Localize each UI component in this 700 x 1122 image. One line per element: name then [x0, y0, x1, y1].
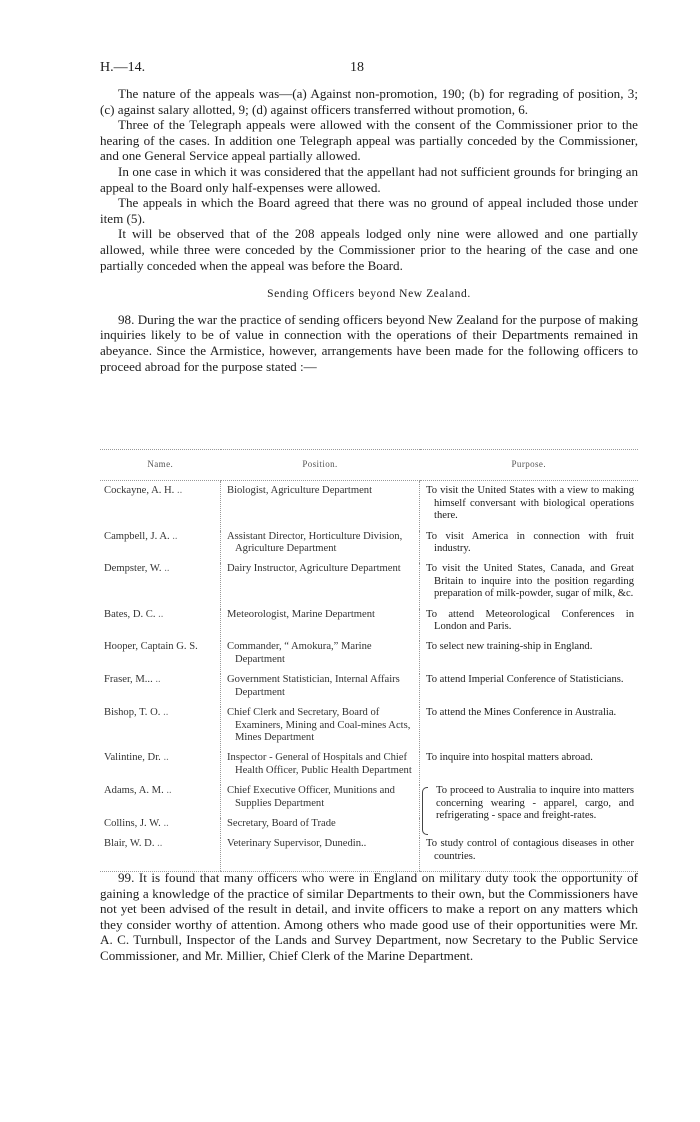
paragraph-telegraph-appeals: Three of the Telegraph appeals were allowed with the consent of the Commissioner prior to the hearing of the cases. In addition one Telegraph appeal was partially conceded by the Commissioner, and one General Service appeal partially allowed. — [100, 117, 638, 164]
paragraph-summary: It will be observed that of the 208 appeals lodged only nine were allowed and one partially allowed, while three were conceded by the Commissioner prior to the hearing of the case and one partially conceded when the appeal was before the Board. — [100, 226, 638, 273]
column-header-name: Name. — [100, 450, 221, 481]
officer-purpose: To proceed to Australia to inquire into matters concerning wearing - apparel, cargo, and refrigerating - space and freight-rates. — [436, 785, 634, 821]
paragraph-99-section — [100, 870, 638, 964]
table-row — [100, 481, 638, 531]
paragraph-no-ground: The appeals in which the Board agreed that there was no ground of appeal included those under item (5). — [100, 195, 638, 226]
officer-position: Dairy Instructor, Agriculture Department — [221, 563, 420, 608]
officer-position: Meteorologist, Marine Department — [221, 609, 420, 642]
brace-bracket — [422, 787, 428, 835]
officer-purpose: To attend Meteorological Conferences in London and Paris. — [420, 609, 639, 642]
paragraph-appeal-nature: The nature of the appeals was—(a) Against non-promotion, 190; (b) for regrading of position, 3; (c) against salary allotted, 9; (d) against officers transferred without promotion, 6. — [100, 86, 638, 117]
officer-purpose-shared — [420, 785, 639, 838]
officer-purpose: To attend the Mines Conference in Australia. — [420, 707, 639, 752]
officer-purpose: To visit the United States with a view to making himself conversant with biological operations there. — [420, 481, 639, 531]
officer-name: Hooper, Captain G. S. — [104, 641, 198, 653]
officer-position: Inspector - General of Hospitals and Chief Health Officer, Public Health Department — [221, 752, 420, 785]
page-header — [100, 60, 638, 78]
table-row — [100, 707, 638, 752]
column-header-position: Position. — [221, 450, 420, 481]
officers-table — [100, 449, 638, 872]
officer-purpose: To attend Imperial Conference of Statisticians. — [420, 674, 639, 707]
table-row — [100, 531, 638, 564]
officer-name: Bishop, T. O. .. — [104, 707, 169, 719]
paragraph-99: 99. It is found that many officers who were in England on military duty took the opportunity of gaining a knowledge of the practice of similar Departments to their own, but the Commissioners have not yet been advised of the result in detail, and invite officers to make a report on any matters which they consider worthy of attention. Among others who made good use of their opportunities were Mr. A. C. Turnbull, Inspector of the Lands and Survey Department, now Secretary to the Public Service Commissioner, and Mr. Millier, Chief Clerk of the Marine Department. — [100, 870, 638, 963]
officer-name: Cockayne, A. H. .. — [104, 485, 183, 497]
officer-name: Adams, A. M. .. — [104, 785, 172, 797]
officer-name: Campbell, J. A. .. — [104, 530, 178, 542]
table-row — [100, 785, 638, 818]
table-row — [100, 752, 638, 785]
officer-name: Blair, W. D. .. — [100, 838, 221, 871]
officer-position: Assistant Director, Horticulture Division, Agriculture Department — [221, 531, 420, 564]
officer-position: Biologist, Agriculture Department — [221, 481, 420, 531]
officer-purpose: To visit the United States, Canada, and Great Britain to inquire into the position regarding preparation of milk-powder, sugar of milk, &c. — [420, 563, 639, 608]
officer-position: Commander, “ Amokura,” Marine Department — [221, 641, 420, 674]
page-number: 18 — [350, 60, 364, 75]
table-header-row — [100, 450, 638, 481]
officer-purpose: To study control of contagious diseases in other countries. — [420, 838, 639, 871]
officer-name: Valintine, Dr. .. — [104, 752, 169, 764]
table-row — [100, 609, 638, 642]
officer-purpose: To inquire into hospital matters abroad. — [420, 752, 639, 785]
officer-purpose: To visit America in connection with fruit industry. — [420, 531, 639, 564]
column-header-purpose: Purpose. — [420, 450, 639, 481]
section-heading: Sending Officers beyond New Zealand. — [267, 288, 471, 301]
table-row — [100, 563, 638, 608]
officer-position: Government Statistician, Internal Affairs Department — [221, 674, 420, 707]
officer-position: Veterinary Supervisor, Dunedin.. — [221, 838, 420, 871]
officer-name: Fraser, M... .. — [104, 674, 161, 686]
paragraph-98: 98. During the war the practice of sending officers beyond New Zealand for the purpose of making inquiries likely to be of value in connection with the operations of their Departments remained in abeyance. Since the Armistice, however, arrangements have been made for the following officers to proceed abroad for the purpose stated :— — [100, 311, 638, 374]
table-row — [100, 838, 638, 871]
table-row — [100, 641, 638, 674]
report-reference: H.—14. — [100, 60, 146, 75]
table-row — [100, 674, 638, 707]
officer-position: Chief Executive Officer, Munitions and Supplies Department — [221, 785, 420, 818]
paragraph-half-expenses: In one case in which it was considered that the appellant had not sufficient grounds for bringing an appeal to the Board only half-expenses were allowed. — [100, 163, 638, 195]
officer-purpose: To select new training-ship in England. — [420, 641, 639, 674]
officer-name: Collins, J. W. .. — [104, 817, 169, 829]
appeals-section — [100, 86, 638, 374]
officer-position: Chief Clerk and Secretary, Board of Examiners, Mining and Coal-mines Acts, Mines Department — [221, 707, 420, 752]
officer-name: Bates, D. C. .. — [104, 608, 164, 620]
officer-position: Secretary, Board of Trade — [221, 818, 420, 838]
officer-name: Dempster, W. .. — [104, 563, 170, 575]
